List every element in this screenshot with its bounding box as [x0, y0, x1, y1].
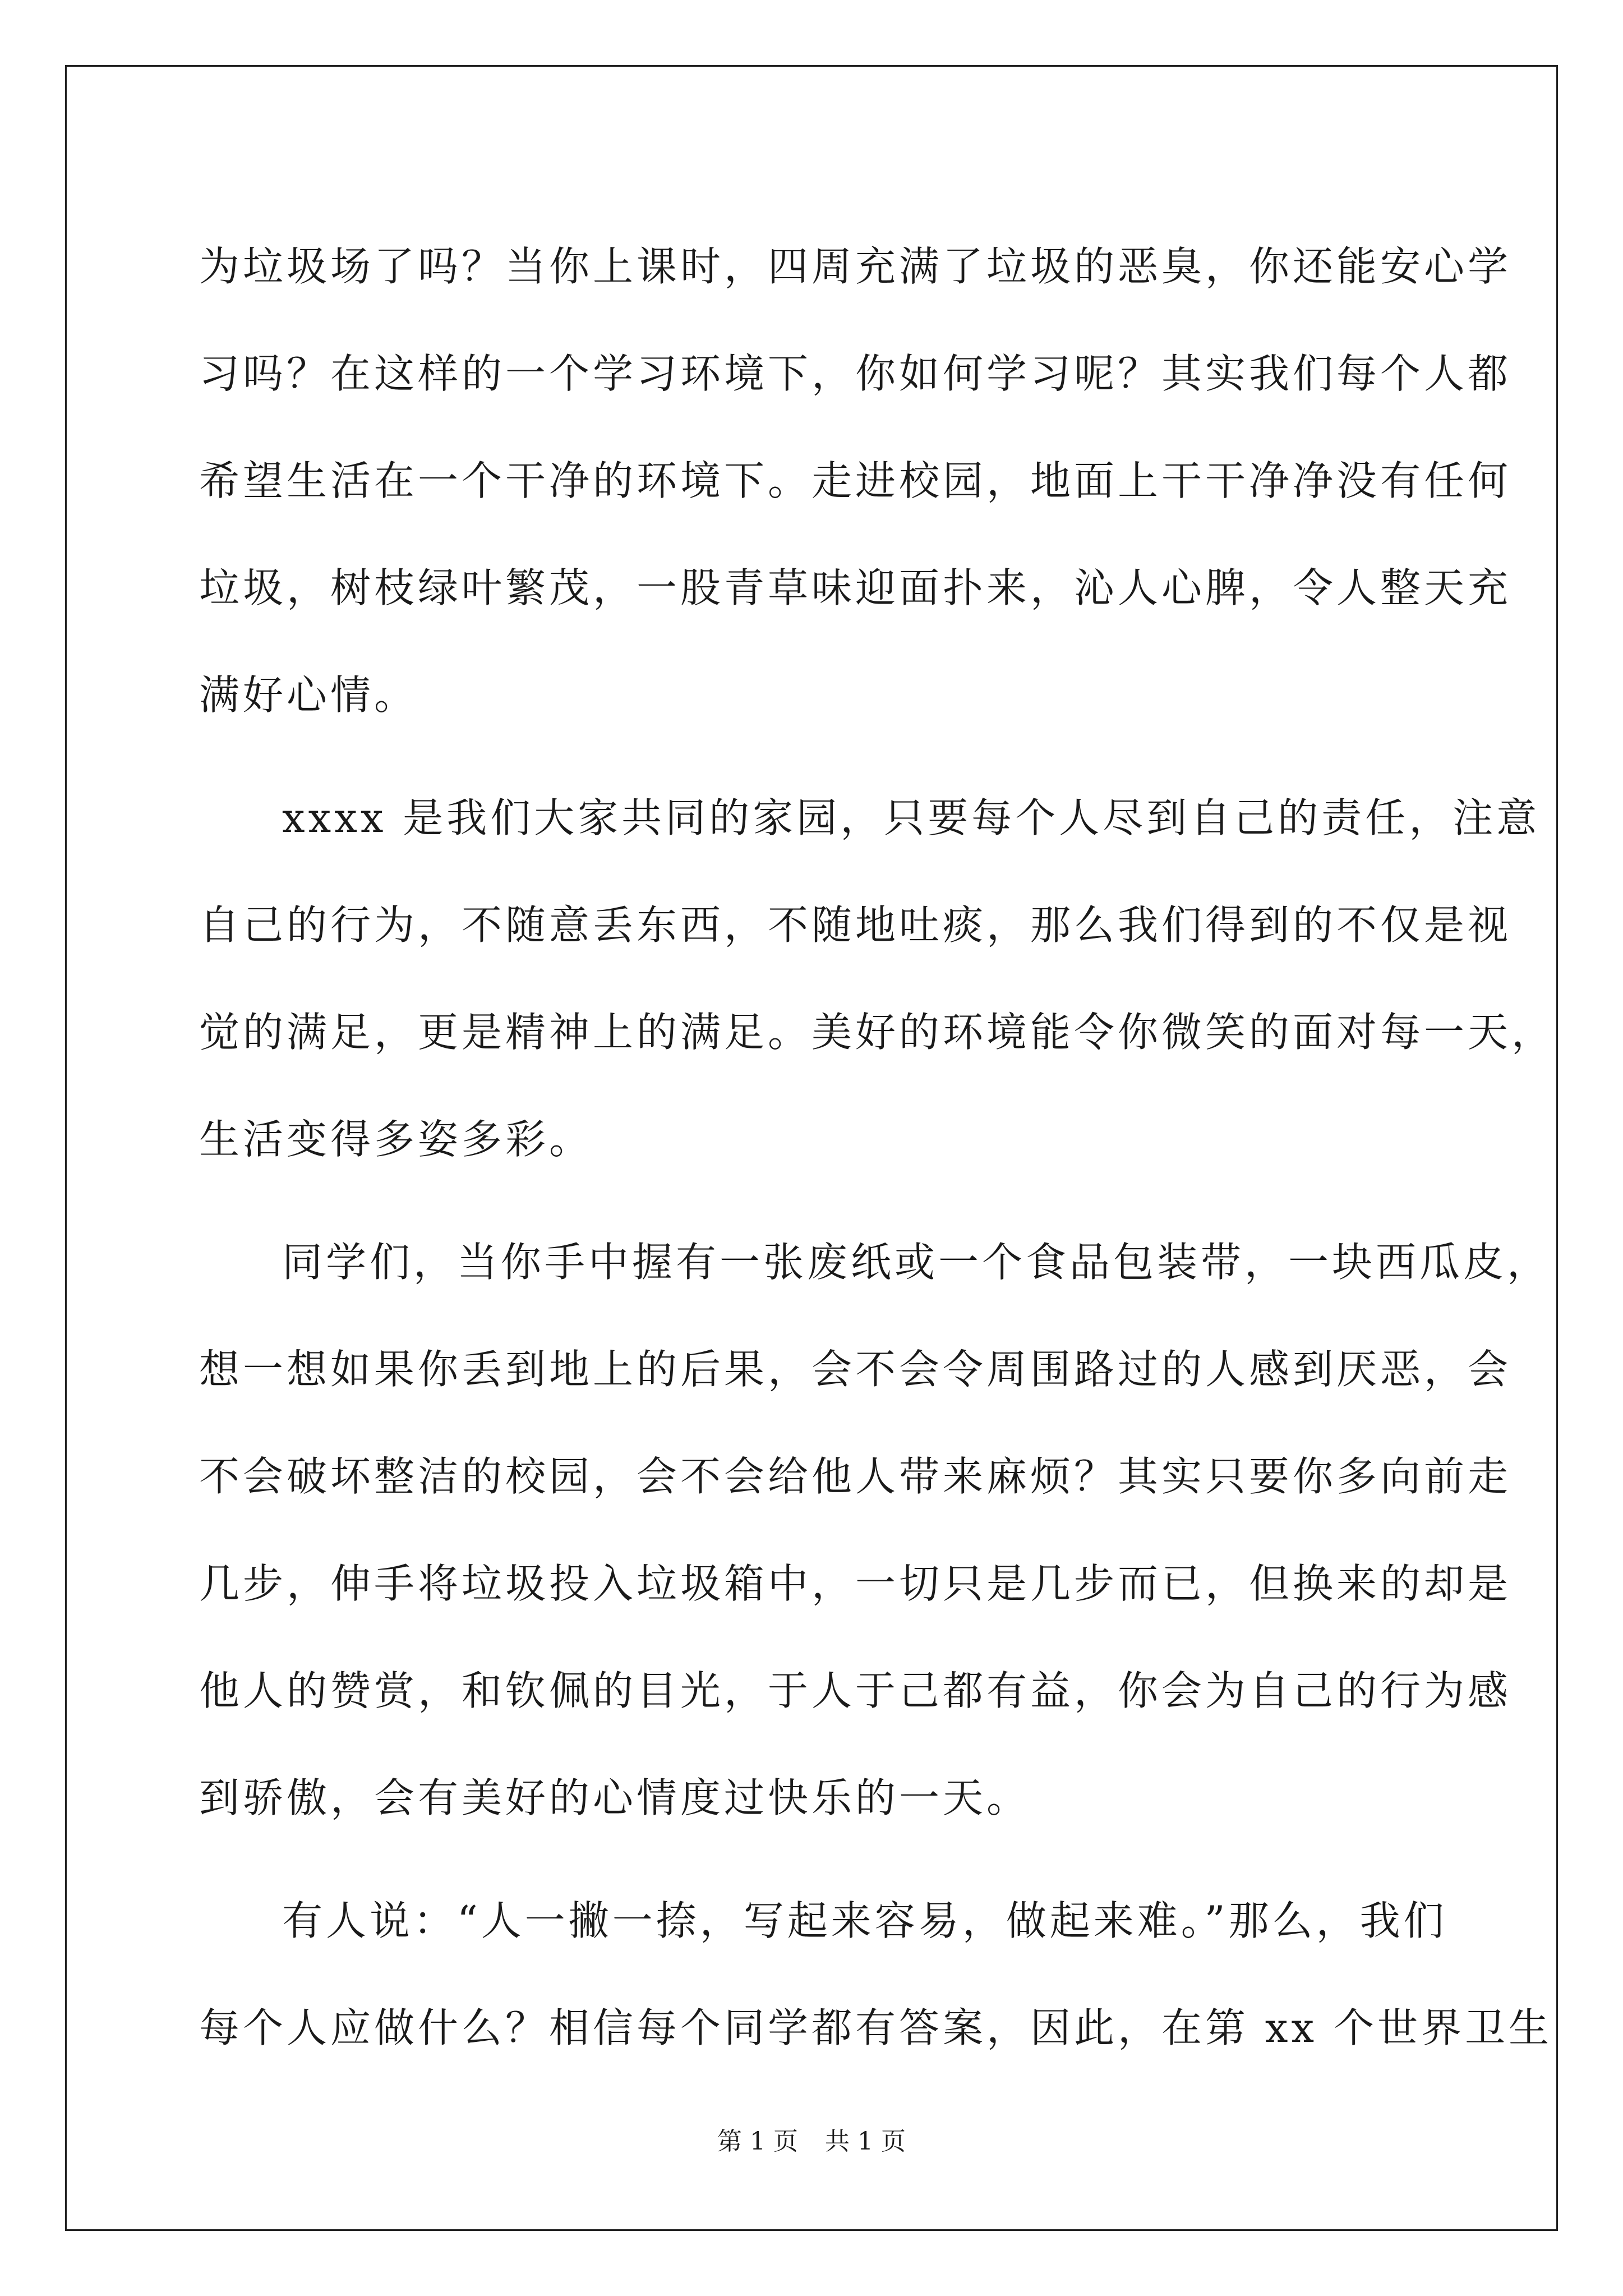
text-line: 自己的行为，不随意丢东西，不随地吐痰，那么我们得到的不仅是视	[199, 901, 1512, 949]
text-line: 到骄傲，会有美好的心情度过快乐的一天。	[199, 1774, 1031, 1821]
page-total: 共 1 页	[825, 2127, 906, 2156]
text-line: 满好心情。	[199, 671, 418, 719]
text-line: xxxx 是我们大家共同的家园，只要每个人尽到自己的责任，注意	[282, 794, 1541, 841]
text-line: 垃圾，树枝绿叶繁茂，一股青草味迎面扑来，沁人心脾，令人整天充	[199, 564, 1512, 611]
text-line: 有人说：“人一撇一捺，写起来容易，做起来难。”那么，我们	[282, 1897, 1447, 1944]
text-line: 同学们，当你手中握有一张废纸或一个食品包装带，一块西瓜皮，	[282, 1239, 1551, 1286]
text-line: 他人的赞赏，和钦佩的目光，于人于己都有益，你会为自己的行为感	[199, 1667, 1512, 1714]
text-line: 习吗？在这样的一个学习环境下，你如何学习呢？其实我们每个人都	[199, 350, 1512, 397]
text-line: 几步，伸手将垃圾投入垃圾箱中，一切只是几步而已，但换来的却是	[199, 1560, 1512, 1607]
document-body	[199, 213, 1556, 2097]
text-line: 觉的满足，更是精神上的满足。美好的环境能令你微笑的面对每一天，	[199, 1009, 1556, 1056]
text-line: 生活变得多姿多彩。	[199, 1116, 593, 1163]
page-footer	[0, 2125, 1623, 2159]
paragraph-2	[199, 765, 1556, 1193]
paragraph-3	[199, 1209, 1551, 1852]
paragraph-4	[199, 1867, 1552, 2082]
paragraph-1	[199, 213, 1512, 749]
text-line: 不会破坏整洁的校园，会不会给他人带来麻烦？其实只要你多向前走	[199, 1453, 1512, 1500]
text-line: 想一想如果你丢到地上的后果，会不会令周围路过的人感到厌恶，会	[199, 1346, 1512, 1393]
page-number: 第 1 页	[717, 2127, 798, 2156]
text-line: 希望生活在一个干净的环境下。走进校园，地面上干干净净没有任何	[199, 457, 1512, 504]
text-line: 为垃圾场了吗？当你上课时，四周充满了垃圾的恶臭，你还能安心学	[199, 243, 1512, 290]
text-line: 每个人应做什么？相信每个同学都有答案，因此，在第 xx 个世界卫生	[199, 2004, 1552, 2051]
